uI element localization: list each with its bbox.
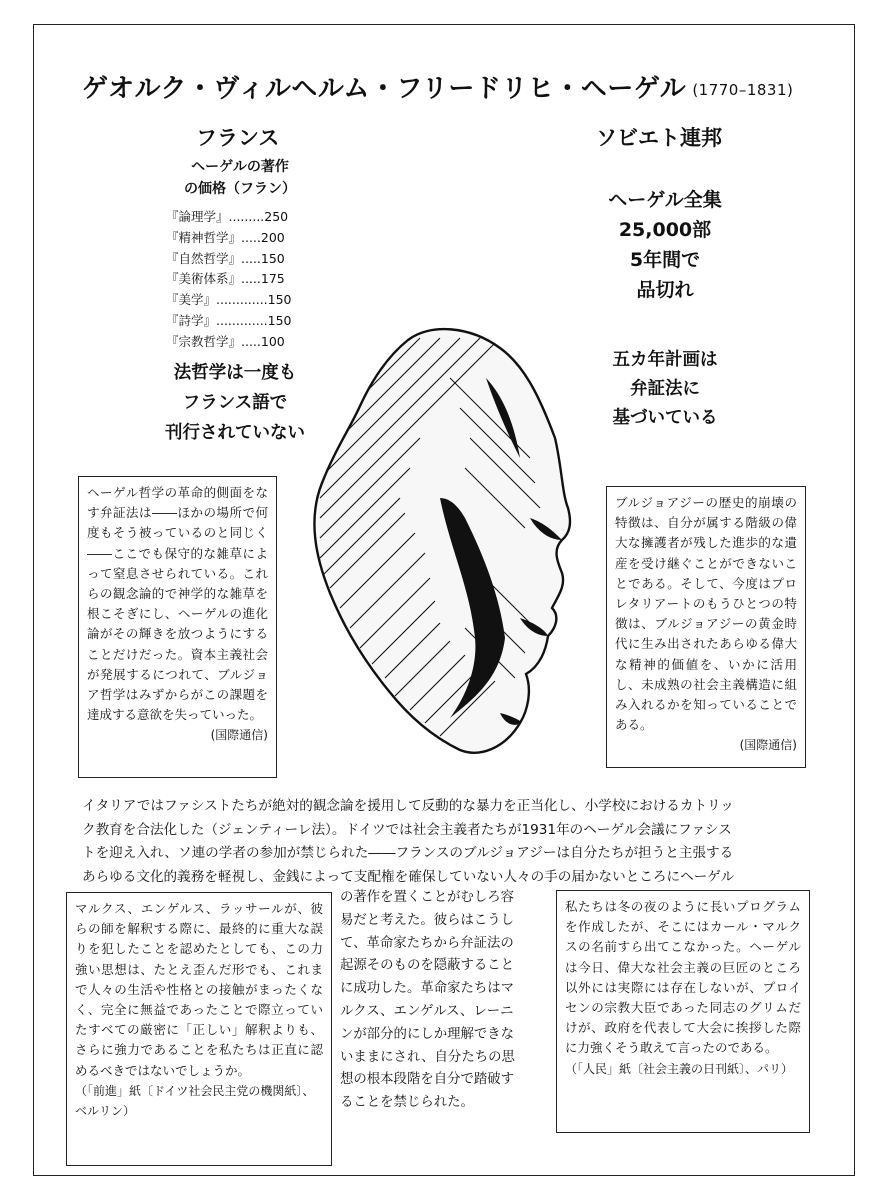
main-paragraph-line: トを迎え入れ、ソ連の学者の参加が禁じられた――フランスのブルジョアジーは自分たちが担うと主張する [82,845,734,862]
price-item: 『宗教哲学』.....100 [166,333,285,349]
quote-text: 私たちは冬の夜のように長いプログラムを作成したが、そこにはカール・マルクスの名前すら出てこなかった。ヘーゲルは今日、偉大な社会主義の巨匠のところ以外には実際には存在しないが、プロイセンの宗教大臣であった同志のグリムだけが、政府を代表して大会に挨拶した際に力強くそう敢えて言ったのである。 [565,899,801,1056]
soviet-stats-line: 5年間で [629,249,701,271]
soviet-stats [575,185,755,305]
soviet-stats-line: 25,000部 [618,219,712,241]
soviet-stats-line: 品切れ [636,279,694,301]
soviet-heading: ソビエト連邦 [596,126,722,150]
quote-source: （「前進」紙〔ドイツ社会民主党の機関紙〕、ベルリン） [75,1083,315,1119]
middle-column-line: いままにされ、自分たちの思 [340,1049,515,1065]
quote-source: (国際通信) [739,738,797,753]
price-item: 『美術体系』.....175 [166,271,285,287]
middle-column-line: 想の根本段階を自分で踏破す [340,1072,515,1088]
price-heading-line-2: の価格（フラン） [184,181,296,197]
france-note-line: 法哲学は一度も [173,363,297,383]
soviet-plan-line: 基づいている [612,408,718,428]
middle-column-line: 易だと考えた。彼らはこうし [340,912,515,928]
soviet-stats-line: ヘーゲル全集 [608,189,722,211]
quote-source: (国際通信) [210,728,268,743]
price-heading-line-1: ヘーゲルの著作 [191,159,289,175]
price-item: 『美学』.............150 [166,292,292,308]
quote-source: （「人民」紙〔社会主義の日刊紙〕、パリ） [565,1061,794,1076]
title-years: (1770–1831) [692,81,794,99]
middle-column-line: 起源そのものを隠蔽すること [340,958,515,974]
main-paragraph-line: あらゆる文化的義務を軽視し、金銭によって支配権を確保していない人々の手の届かないところにヘーゲル [82,868,735,885]
soviet-plan-line: 五カ年計画は [612,350,718,370]
quote-text: マルクス、エンゲルス、ラッサールが、彼らの師を解釈する際に、最終的に重大な誤りを犯したことを認めたとしても、この力強い思想は、たとえ歪んだ形でも、これまで人々の生活や性格との接触がまったくなく、完全に無益であったことで際立っていたすべての厳密に「正しい」解釈よりも、さらに強力であることを私たちは正直に認めるべきではないでしょうか。 [75,901,323,1078]
price-list [166,207,306,353]
france-note-line: 刊行されていない [165,423,305,443]
quote-box-left-bottom [66,892,332,1166]
middle-column-line: ることを禁じられた。 [340,1095,474,1111]
price-item: 『自然哲学』.....150 [166,250,285,266]
middle-column [340,887,552,1115]
quote-text: ブルジョアジーの歴史的崩壊の特徴は、自分が属する階級の偉大な擁護者が残した進歩的な遺産を受け継ぐことができないことである。そして、今度はプロレタリアートのもうひとつの特徴は、ブルジョアジーの黄金時代に生み出されたあらゆる偉大な精神的価値を、いかに活用し、未成熟の社会主義構造に組み入れるかを知っていることである。 [615,495,797,733]
middle-column-line: の著作を置くことがむしろ容 [340,890,515,905]
main-paragraph [82,795,804,889]
quote-text: ヘーゲル哲学の革命的側面をなす弁証法は――ほかの場所で何度もそう被っているのと同じく――ここでも保守的な雑草によって窒息させられている。これらの観念論的で神学的な雑草を根こそぎにし、ヘーゲルの進化論がその輝きを放つようにすることだけだった。資本主義社会が発展するにつれて、ブルジョア哲学はみずからがこの課題を達成する意欲を失っていった。 [87,485,268,723]
soviet-plan-line: 弁証法に [630,379,700,399]
page-title [82,68,822,105]
middle-column-line: て、革命家たちから弁証法の [340,935,514,951]
middle-column-line: に成功した。革命家たちはマ [340,981,515,997]
soviet-plan [580,346,750,433]
price-item: 『精神哲学』.....200 [166,229,285,245]
title-name: ゲオルク・ヴィルヘルム・フリードリヒ・ヘーゲル [82,74,687,104]
middle-column-line: ルクス、エンゲルス、レーニ [340,1003,514,1019]
france-note-line: フランス語で [182,393,288,413]
price-heading [170,156,310,200]
hegel-bust-illustration [300,318,590,778]
middle-column-line: ンが部分的にしか理解できな [340,1026,515,1042]
quote-box-right-top [606,486,806,768]
france-heading: フランス [196,126,280,150]
quote-box-left-top [78,476,277,778]
main-paragraph-line: イタリアではファシストたちが絶対的観念論を援用して反動的な暴力を正当化し、小学校におけるカトリッ [82,798,734,814]
quote-box-right-bottom [556,890,810,1133]
price-item: 『詩学』.............150 [166,312,292,328]
main-paragraph-line: ク教育を合法化した（ジェンティーレ法）。ドイツでは社会主義者たちが1931年のヘーゲル会議にファシス [82,821,732,838]
price-item: 『論理学』.........250 [166,209,289,224]
